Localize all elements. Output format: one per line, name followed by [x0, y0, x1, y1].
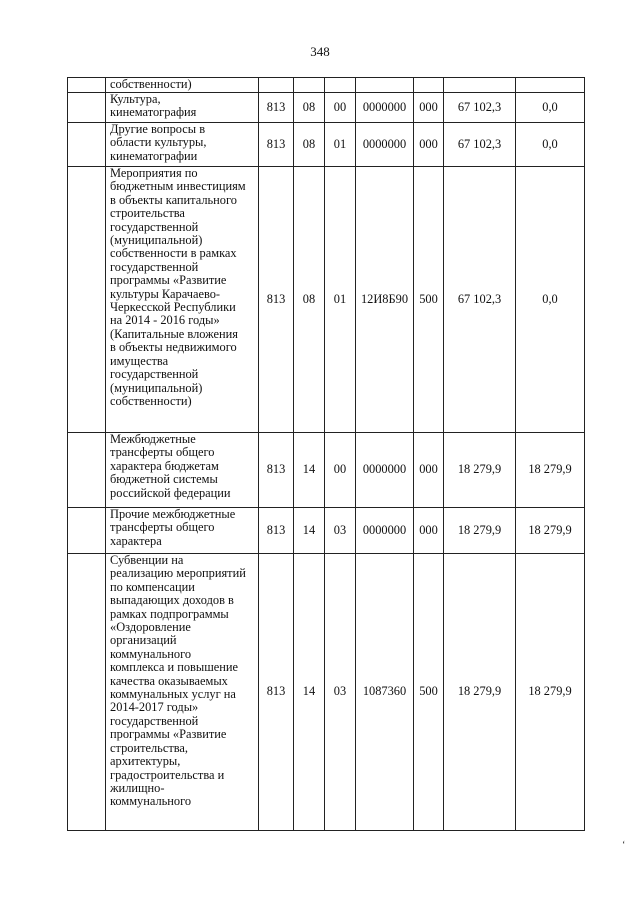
pr-cell — [325, 78, 356, 93]
row-marker-cell — [68, 167, 106, 433]
item-name-cell: Межбюджетные трансферты общего характера бюджетам бюджетной системы российской федерации — [106, 433, 259, 508]
pr-cell: 03 — [325, 508, 356, 554]
ved-cell — [259, 78, 294, 93]
sum-2-cell: 18 279,9 — [516, 433, 585, 508]
item-name-cell: Мероприятия по бюджетным инвестициям в объекты капитального строительства государственной (муниципальной) собственности в рамках государственной программы «Развитие культуры Карачаево- Черкесской Республики на 2014 - 2016 годы» (Капитальные вложения в объекты недвижимого имущества государственной (муниципальной) собственности) — [106, 167, 259, 433]
csr-cell: 12И8Б90 — [356, 167, 414, 433]
pr-cell: 01 — [325, 167, 356, 433]
row-marker-cell — [68, 93, 106, 123]
table-row — [68, 167, 585, 433]
ved-cell: 813 — [259, 123, 294, 167]
budget-table — [67, 77, 585, 831]
item-name-cell: Прочие межбюджетные трансферты общего характера — [106, 508, 259, 554]
pr-cell: 01 — [325, 123, 356, 167]
rz-cell: 14 — [294, 508, 325, 554]
item-name-cell: Субвенции на реализацию мероприятий по компенсации выпадающих доходов в рамках подпрограммы «Оздоровление организаций коммунального комплекса и повышение качества оказываемых коммунальных услуг на 2014-2017 годы» государственной программы «Развитие строительства, архитектуры, градостроительства и жилищно- коммунального — [106, 554, 259, 831]
ved-cell: 813 — [259, 554, 294, 831]
sum-2-cell — [516, 78, 585, 93]
sum-1-cell: 18 279,9 — [444, 508, 516, 554]
pr-cell: 00 — [325, 93, 356, 123]
row-marker-cell — [68, 508, 106, 554]
sum-2-cell: 0,0 — [516, 93, 585, 123]
vr-cell — [414, 78, 444, 93]
rz-cell — [294, 78, 325, 93]
ved-cell: 813 — [259, 508, 294, 554]
row-marker-cell — [68, 433, 106, 508]
table-row — [68, 93, 585, 123]
ved-cell: 813 — [259, 167, 294, 433]
rz-cell: 08 — [294, 123, 325, 167]
row-marker-cell — [68, 123, 106, 167]
row-marker-cell — [68, 78, 106, 93]
item-name-cell: Другие вопросы в области культуры, кинематографии — [106, 123, 259, 167]
sum-2-cell: 18 279,9 — [516, 554, 585, 831]
scan-mark: ‘ — [622, 840, 626, 851]
row-marker-cell — [68, 554, 106, 831]
ved-cell: 813 — [259, 433, 294, 508]
sum-1-cell: 67 102,3 — [444, 123, 516, 167]
vr-cell: 000 — [414, 508, 444, 554]
sum-1-cell — [444, 78, 516, 93]
sum-1-cell: 18 279,9 — [444, 433, 516, 508]
vr-cell: 000 — [414, 123, 444, 167]
pr-cell: 00 — [325, 433, 356, 508]
csr-cell: 0000000 — [356, 93, 414, 123]
sum-1-cell: 67 102,3 — [444, 93, 516, 123]
table-row — [68, 78, 585, 93]
rz-cell: 14 — [294, 554, 325, 831]
csr-cell: 0000000 — [356, 433, 414, 508]
vr-cell: 000 — [414, 433, 444, 508]
page-number: 348 — [310, 44, 330, 59]
csr-cell — [356, 78, 414, 93]
table-row — [68, 123, 585, 167]
sum-1-cell: 18 279,9 — [444, 554, 516, 831]
vr-cell: 500 — [414, 554, 444, 831]
rz-cell: 14 — [294, 433, 325, 508]
pr-cell: 03 — [325, 554, 356, 831]
ved-cell: 813 — [259, 93, 294, 123]
sum-2-cell: 18 279,9 — [516, 508, 585, 554]
vr-cell: 000 — [414, 93, 444, 123]
sum-1-cell: 67 102,3 — [444, 167, 516, 433]
csr-cell: 0000000 — [356, 508, 414, 554]
item-name-cell: собственности) — [106, 78, 259, 93]
sum-2-cell: 0,0 — [516, 123, 585, 167]
table-row — [68, 554, 585, 831]
vr-cell: 500 — [414, 167, 444, 433]
rz-cell: 08 — [294, 93, 325, 123]
csr-cell: 0000000 — [356, 123, 414, 167]
csr-cell: 1087360 — [356, 554, 414, 831]
sum-2-cell: 0,0 — [516, 167, 585, 433]
table-row — [68, 508, 585, 554]
table-row — [68, 433, 585, 508]
rz-cell: 08 — [294, 167, 325, 433]
item-name-cell: Культура, кинематография — [106, 93, 259, 123]
